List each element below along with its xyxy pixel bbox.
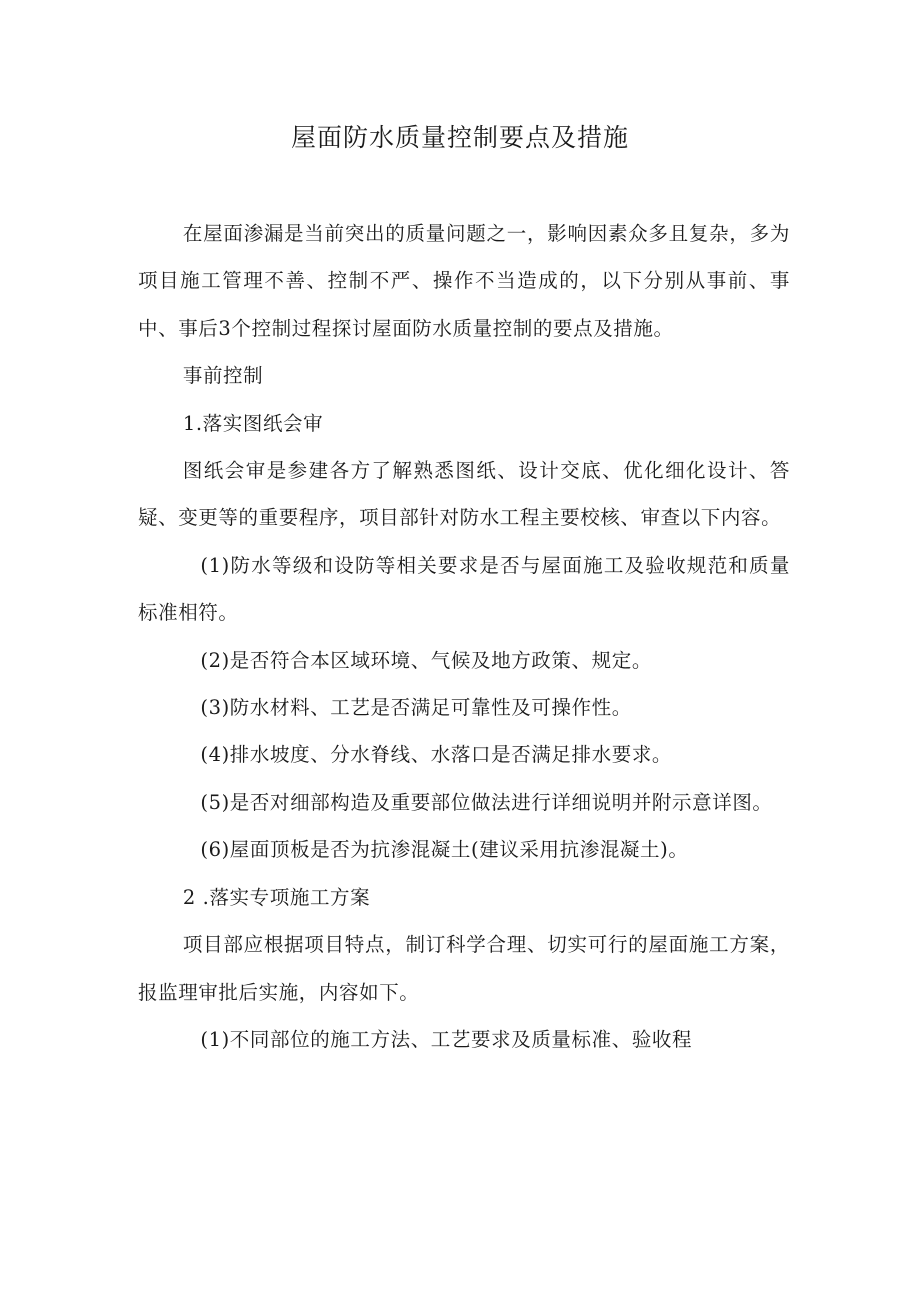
paragraph-intro: 在屋面渗漏是当前突出的质量问题之一，影响因素众多且复杂，多为项目施工管理不善、控制不严、操作不当造成的，以下分别从事前、事中、事后3个控制过程探讨屋面防水质量控制的要点及措施。 (138, 222, 790, 340)
paragraph-construction-plan: 项目部应根据项目特点，制订科学合理、切实可行的屋面施工方案，报监理审批后实施，内容如下。 (138, 933, 790, 1004)
document-title: 屋面防水质量控制要点及措施 (290, 123, 629, 152)
list-item-plan-1: (1)不同部位的施工方法、工艺要求及质量标准、验收程 (200, 1027, 693, 1051)
subsection-heading-construction-plan: 2 .落实专项施工方案 (182, 885, 371, 909)
list-item-review-3: (3)防水材料、工艺是否满足可靠性及可操作性。 (200, 696, 632, 720)
list-item-review-6: (6)屋面顶板是否为抗渗混凝土(建议采用抗渗混凝土)。 (200, 838, 689, 862)
document-body (138, 210, 790, 1063)
subsection-heading-drawing-review: 1.落实图纸会审 (182, 411, 324, 435)
section-heading-pre-control: 事前控制 (182, 364, 264, 388)
list-item-review-5: (5)是否对细部构造及重要部位做法进行详细说明并附示意详图。 (200, 790, 773, 814)
list-item-review-4: (4)排水坡度、分水脊线、水落口是否满足排水要求。 (200, 743, 673, 767)
paragraph-drawing-review: 图纸会审是参建各方了解熟悉图纸、设计交底、优化细化设计、答疑、变更等的重要程序，项目部针对防水工程主要校核、审查以下内容。 (138, 459, 790, 530)
list-item-review-1: (1)防水等级和设防等相关要求是否与屋面施工及验收规范和质量标准相符。 (138, 553, 790, 625)
list-item-review-2: (2)是否符合本区域环境、气候及地方政策、规定。 (200, 648, 652, 672)
